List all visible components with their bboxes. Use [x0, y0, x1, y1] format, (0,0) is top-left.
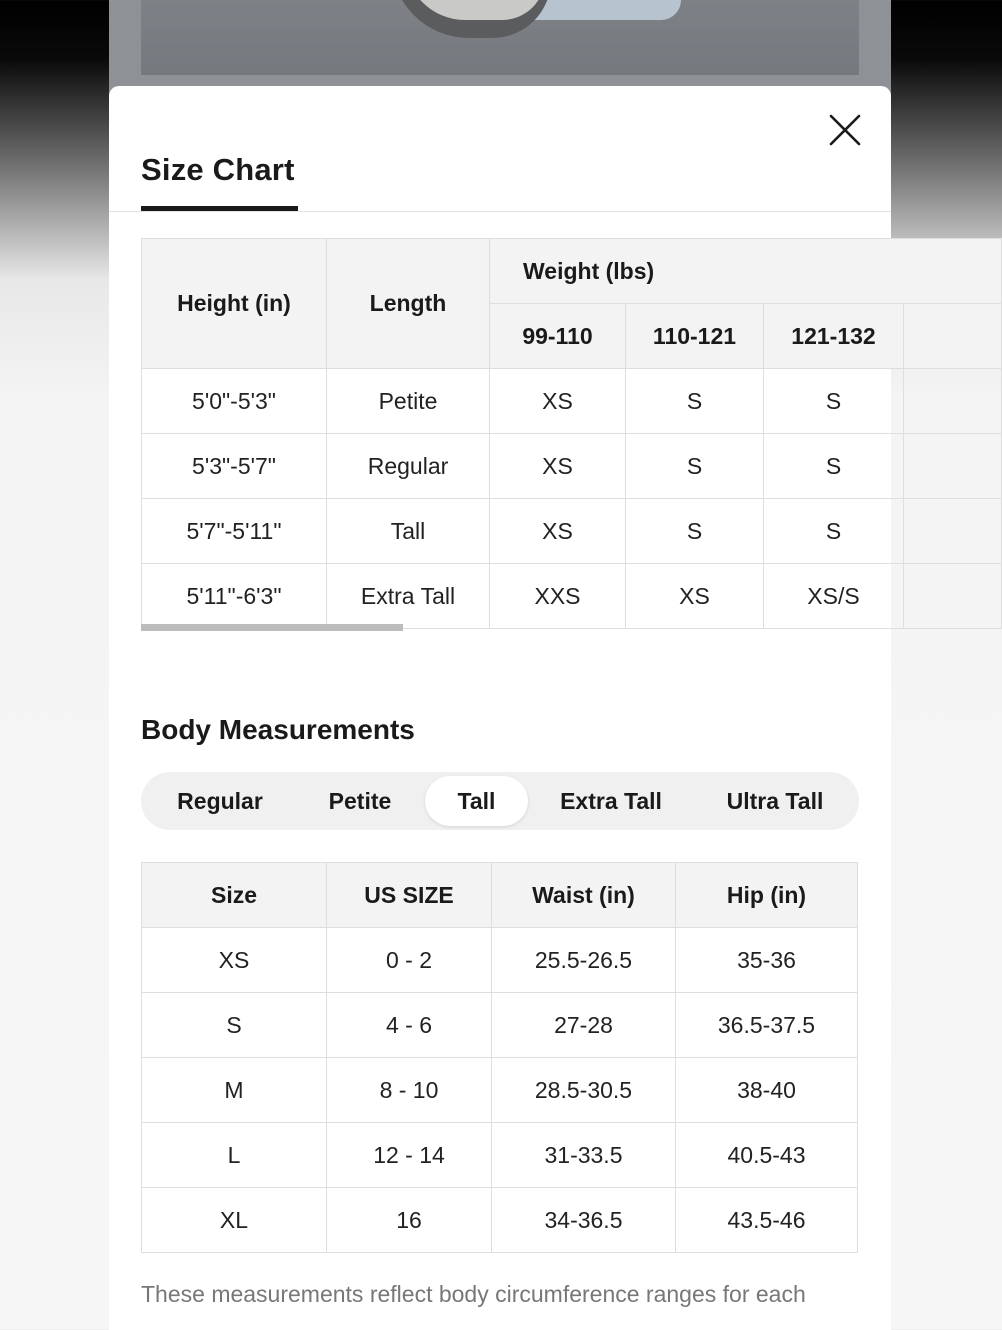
- header-length: Length: [327, 239, 490, 369]
- cell-height: 5'0"-5'3": [142, 369, 327, 434]
- header-divider: [109, 211, 891, 212]
- tab-size-chart[interactable]: Size Chart: [141, 152, 295, 187]
- body-measurements-table: [141, 862, 858, 1253]
- cell-us-size: 12 - 14: [327, 1123, 492, 1188]
- cell-size: S: [142, 993, 327, 1058]
- cell-hip: 40.5-43: [676, 1123, 858, 1188]
- header-weight-range: 99-110: [490, 304, 626, 369]
- cell-hip: 35-36: [676, 928, 858, 993]
- close-button[interactable]: [827, 112, 863, 148]
- cell-waist: 31-33.5: [492, 1123, 676, 1188]
- section-title: Body Measurements: [141, 714, 415, 745]
- horizontal-scrollbar[interactable]: [141, 624, 403, 631]
- tab-extra-tall[interactable]: Extra Tall: [560, 788, 662, 814]
- measurements-footnote: These measurements reflect body circumference ranges for each: [141, 1281, 806, 1307]
- cell-height: 5'3"-5'7": [142, 434, 327, 499]
- table-row: [142, 1123, 858, 1188]
- cell-size: S: [626, 434, 764, 499]
- cell-length: Tall: [327, 499, 490, 564]
- cell-overflow: [904, 434, 1002, 499]
- product-image: [141, 0, 859, 75]
- tab-petite[interactable]: Petite: [328, 788, 392, 814]
- table-row: [142, 369, 1002, 434]
- cell-overflow: [904, 564, 1002, 629]
- fit-segmented-control: [141, 772, 859, 830]
- cell-us-size: 8 - 10: [327, 1058, 492, 1123]
- header-height: Height (in): [142, 239, 327, 369]
- shoe-graphic: [391, 0, 551, 38]
- cell-size: XS: [626, 564, 764, 629]
- header-size: Size: [142, 863, 327, 928]
- tab-tall[interactable]: Tall: [425, 776, 528, 826]
- size-chart-modal: [109, 86, 891, 1330]
- tab-regular[interactable]: Regular: [177, 788, 263, 814]
- size-chart-table: [141, 238, 1002, 629]
- header-hip: Hip (in): [676, 863, 858, 928]
- tab-ultra-tall[interactable]: Ultra Tall: [726, 788, 824, 814]
- table-row: [142, 499, 1002, 564]
- cell-size: S: [764, 499, 904, 564]
- cell-us-size: 0 - 2: [327, 928, 492, 993]
- header-weight-range-overflow: [904, 304, 1002, 369]
- cell-length: Regular: [327, 434, 490, 499]
- table-row: [142, 993, 858, 1058]
- cell-height: 5'7"-5'11": [142, 499, 327, 564]
- table-row: [142, 564, 1002, 629]
- table-row: [142, 928, 858, 993]
- cell-length: Petite: [327, 369, 490, 434]
- cell-size: S: [764, 369, 904, 434]
- cell-size: M: [142, 1058, 327, 1123]
- cell-size: S: [626, 499, 764, 564]
- cell-waist: 27-28: [492, 993, 676, 1058]
- cell-hip: 36.5-37.5: [676, 993, 858, 1058]
- table-row: [142, 1058, 858, 1123]
- cell-size: XXS: [490, 564, 626, 629]
- cell-us-size: 4 - 6: [327, 993, 492, 1058]
- cell-size: XS/S: [764, 564, 904, 629]
- cell-hip: 38-40: [676, 1058, 858, 1123]
- cell-us-size: 16: [327, 1188, 492, 1253]
- cell-size: S: [626, 369, 764, 434]
- cell-height: 5'11"-6'3": [142, 564, 327, 629]
- cell-size: S: [764, 434, 904, 499]
- header-weight-range: 121-132: [764, 304, 904, 369]
- cell-waist: 34-36.5: [492, 1188, 676, 1253]
- cell-waist: 28.5-30.5: [492, 1058, 676, 1123]
- cell-size: XL: [142, 1188, 327, 1253]
- table-row: [142, 434, 1002, 499]
- cell-length: Extra Tall: [327, 564, 490, 629]
- close-icon: [827, 112, 863, 148]
- header-waist: Waist (in): [492, 863, 676, 928]
- cell-waist: 25.5-26.5: [492, 928, 676, 993]
- size-chart-scroll-area[interactable]: [141, 238, 876, 632]
- cell-size: XS: [142, 928, 327, 993]
- table-row: [142, 1188, 858, 1253]
- cell-overflow: [904, 499, 1002, 564]
- cell-size: XS: [490, 369, 626, 434]
- header-us-size: US SIZE: [327, 863, 492, 928]
- cell-size: L: [142, 1123, 327, 1188]
- cell-overflow: [904, 369, 1002, 434]
- header-weight: Weight (lbs): [490, 239, 1002, 304]
- header-weight-range: 110-121: [626, 304, 764, 369]
- cell-size: XS: [490, 434, 626, 499]
- cell-size: XS: [490, 499, 626, 564]
- cell-hip: 43.5-46: [676, 1188, 858, 1253]
